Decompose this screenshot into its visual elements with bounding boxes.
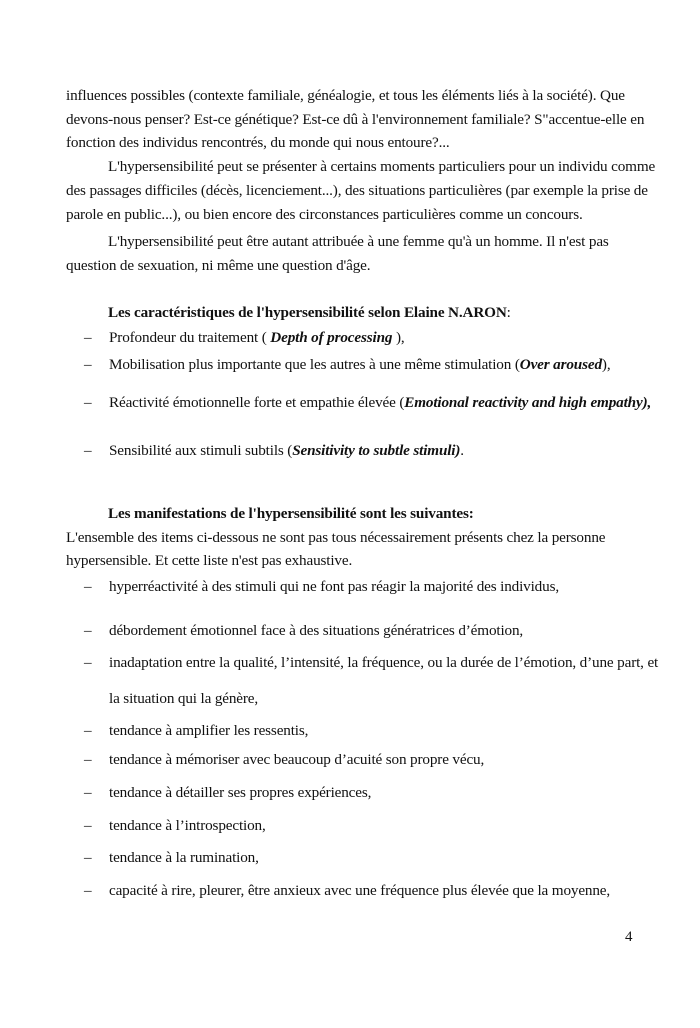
manifestations-intro-line-1: L'ensemble des items ci-dessous ne sont pas tous nécessairement présents chez la personne xyxy=(66,529,606,546)
manifestation-item: inadaptation entre la qualité, l’intensité, la fréquence, ou la durée de l’émotion, d’une part, et xyxy=(109,654,659,671)
page-number: 4 xyxy=(625,929,633,945)
manifestation-item: débordement émotionnel face à des situations génératrices d’émotion, xyxy=(109,622,524,639)
dash-bullet-icon: – xyxy=(84,394,92,411)
characteristic-item-english: Emotional reactivity and high empathy), xyxy=(404,394,652,411)
dash-bullet-icon: – xyxy=(84,356,92,373)
manifestation-item: hyperréactivité à des stimuli qui ne font pas réagir la majorité des individus, xyxy=(109,578,559,595)
manifestation-item: tendance à l’introspection, xyxy=(109,817,266,834)
gender-line-1: L'hypersensibilité peut être autant attribuée à une femme qu'à un homme. Il n'est pas xyxy=(108,233,609,250)
characteristic-item-after: . xyxy=(460,442,464,459)
characteristic-item-english: Sensitivity to subtle stimuli) xyxy=(292,442,461,459)
intro-line-1: influences possibles (contexte familiale, généalogie, et tous les éléments liés à la société). Que xyxy=(66,87,625,104)
dash-bullet-icon: – xyxy=(84,882,92,899)
characteristics-heading-colon: : xyxy=(506,304,511,321)
characteristic-item xyxy=(109,356,610,374)
manifestation-item: tendance à mémoriser avec beaucoup d’acuité son propre vécu, xyxy=(109,751,485,768)
characteristic-item-after: ), xyxy=(601,356,611,373)
characteristic-item-text: Réactivité émotionnelle forte et empathie élevée ( xyxy=(109,394,405,411)
moments-line-3: parole en public...), ou bien encore des circonstances particulières comme un concours. xyxy=(66,206,583,223)
characteristic-item-text: Sensibilité aux stimuli subtils ( xyxy=(109,442,293,459)
manifestation-item: tendance à détailler ses propres expériences, xyxy=(109,784,372,801)
characteristic-item-english: Over aroused xyxy=(519,356,602,373)
characteristic-item-text: Profondeur du traitement ( xyxy=(109,329,271,346)
characteristics-heading-text: Les caractéristiques de l'hypersensibilité selon Elaine N.ARON xyxy=(108,304,507,321)
characteristics-heading xyxy=(108,304,511,322)
characteristic-item-after: ), xyxy=(392,329,405,346)
manifestations-intro-line-2: hypersensible. Et cette liste n'est pas exhaustive. xyxy=(66,552,353,569)
intro-line-3: fonction des individus rencontrés, du monde qui nous entoure?... xyxy=(66,134,450,151)
dash-bullet-icon: – xyxy=(84,329,92,346)
dash-bullet-icon: – xyxy=(84,722,92,739)
dash-bullet-icon: – xyxy=(84,442,92,459)
moments-line-1: L'hypersensibilité peut se présenter à certains moments particuliers pour un individu comme xyxy=(108,158,656,175)
dash-bullet-icon: – xyxy=(84,784,92,801)
dash-bullet-icon: – xyxy=(84,578,92,595)
characteristic-item xyxy=(109,442,464,460)
manifestation-item: capacité à rire, pleurer, être anxieux avec une fréquence plus élevée que la moyenne, xyxy=(109,882,611,899)
dash-bullet-icon: – xyxy=(84,817,92,834)
characteristic-item-text: Mobilisation plus importante que les autres à une même stimulation ( xyxy=(109,356,520,373)
characteristic-item-english: Depth of processing xyxy=(270,329,393,346)
dash-bullet-icon: – xyxy=(84,622,92,639)
dash-bullet-icon: – xyxy=(84,849,92,866)
intro-line-2: devons-nous penser? Est-ce génétique? Est-ce dû à l'environnement familiale? S"accentue-elle en xyxy=(66,111,645,128)
dash-bullet-icon: – xyxy=(84,654,92,671)
characteristic-item xyxy=(109,394,651,412)
manifestation-item: tendance à amplifier les ressentis, xyxy=(109,722,309,739)
characteristic-item xyxy=(109,329,405,347)
manifestation-item: tendance à la rumination, xyxy=(109,849,259,866)
gender-line-2: question de sexuation, ni même une question d'âge. xyxy=(66,257,371,274)
manifestations-heading: Les manifestations de l'hypersensibilité sont les suivantes: xyxy=(108,505,474,522)
manifestation-item-continuation: la situation qui la génère, xyxy=(109,690,259,707)
moments-line-2: des passages difficiles (décès, licenciement...), des situations particulières (par exemple la prise de xyxy=(66,182,648,199)
dash-bullet-icon: – xyxy=(84,751,92,768)
